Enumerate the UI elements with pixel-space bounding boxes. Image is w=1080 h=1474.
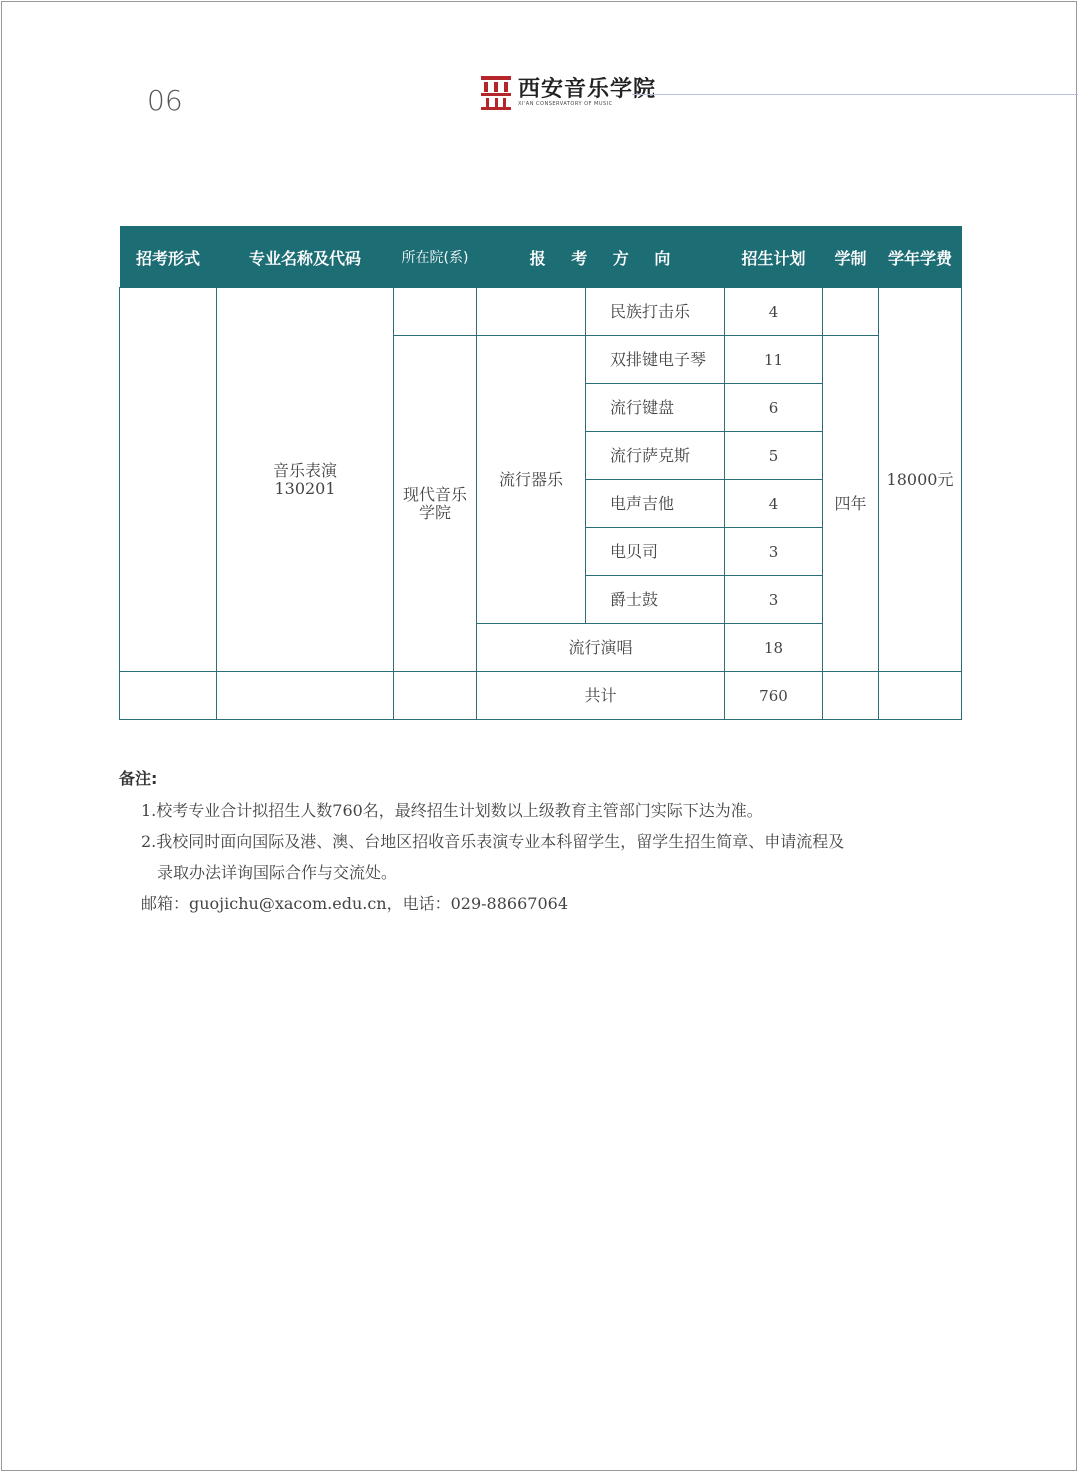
plan-cell: 18	[725, 624, 823, 672]
direction-cell-wide: 流行演唱	[477, 624, 725, 672]
logo-chinese-name: 西安音乐学院	[518, 75, 657, 102]
note-line-3: 录取办法详询国际合作与交流处。	[157, 863, 398, 882]
table-row	[120, 288, 962, 336]
header-tuition: 学年学费	[879, 227, 962, 288]
header-exam-form: 招考形式	[120, 227, 217, 288]
major-name: 音乐表演	[272, 460, 337, 480]
college-name: 现代音乐学院	[402, 484, 467, 522]
notes-section	[119, 766, 959, 919]
conservatory-emblem-icon	[480, 74, 512, 110]
table-header-row	[120, 227, 962, 288]
page-number: 06	[147, 84, 183, 117]
tuition-cell: 18000元	[879, 288, 962, 672]
header-direction: 报 考 方 向	[477, 227, 725, 288]
direction-cell: 电贝司	[586, 528, 725, 576]
direction-cell: 双排键电子琴	[586, 336, 725, 384]
college-cell-empty	[394, 288, 477, 336]
empty-cell	[879, 672, 962, 720]
major-code: 130201	[274, 478, 336, 498]
plan-cell: 4	[725, 288, 823, 336]
page-border	[1, 1, 1077, 1471]
empty-cell	[217, 672, 394, 720]
direction-cell: 民族打击乐	[586, 288, 725, 336]
note-line-2: 2.我校同时面向国际及港、澳、台地区招收音乐表演专业本科留学生，留学生招生简章、申请流程及	[141, 832, 845, 851]
total-row	[120, 672, 962, 720]
direction-cell: 爵士鼓	[586, 576, 725, 624]
header-enrollment-plan: 招生计划	[725, 227, 823, 288]
category-cell-empty	[477, 288, 586, 336]
duration-cell: 四年	[823, 336, 879, 672]
major-cell	[217, 288, 394, 672]
plan-cell: 6	[725, 384, 823, 432]
school-logo	[480, 74, 656, 110]
direction-cell: 电声吉他	[586, 480, 725, 528]
direction-cell: 流行萨克斯	[586, 432, 725, 480]
empty-cell	[120, 672, 217, 720]
header-rule	[632, 94, 1078, 95]
plan-cell: 3	[725, 528, 823, 576]
empty-cell	[394, 672, 477, 720]
empty-cell	[823, 672, 879, 720]
notes-title: 备注:	[119, 769, 158, 788]
header-major-name-code: 专业名称及代码	[217, 227, 394, 288]
college-cell	[394, 336, 477, 672]
duration-cell-empty	[823, 288, 879, 336]
logo-english-name: XI'AN CONSERVATORY OF MUSIC	[518, 100, 613, 107]
exam-form-cell	[120, 288, 217, 672]
category-cell: 流行器乐	[477, 336, 586, 624]
total-value: 760	[725, 672, 823, 720]
total-label: 共计	[477, 672, 725, 720]
plan-cell: 11	[725, 336, 823, 384]
plan-cell: 5	[725, 432, 823, 480]
plan-cell: 3	[725, 576, 823, 624]
plan-cell: 4	[725, 480, 823, 528]
header-duration: 学制	[823, 227, 879, 288]
direction-cell: 流行键盘	[586, 384, 725, 432]
header-college: 所在院(系)	[394, 227, 477, 288]
contact-line: 邮箱：guojichu@xacom.edu.cn，电话：029-88667064	[141, 894, 568, 913]
note-line-1: 1.校考专业合计拟招生人数760名，最终招生计划数以上级教育主管部门实际下达为准。	[141, 801, 763, 820]
enrollment-table	[119, 226, 962, 720]
